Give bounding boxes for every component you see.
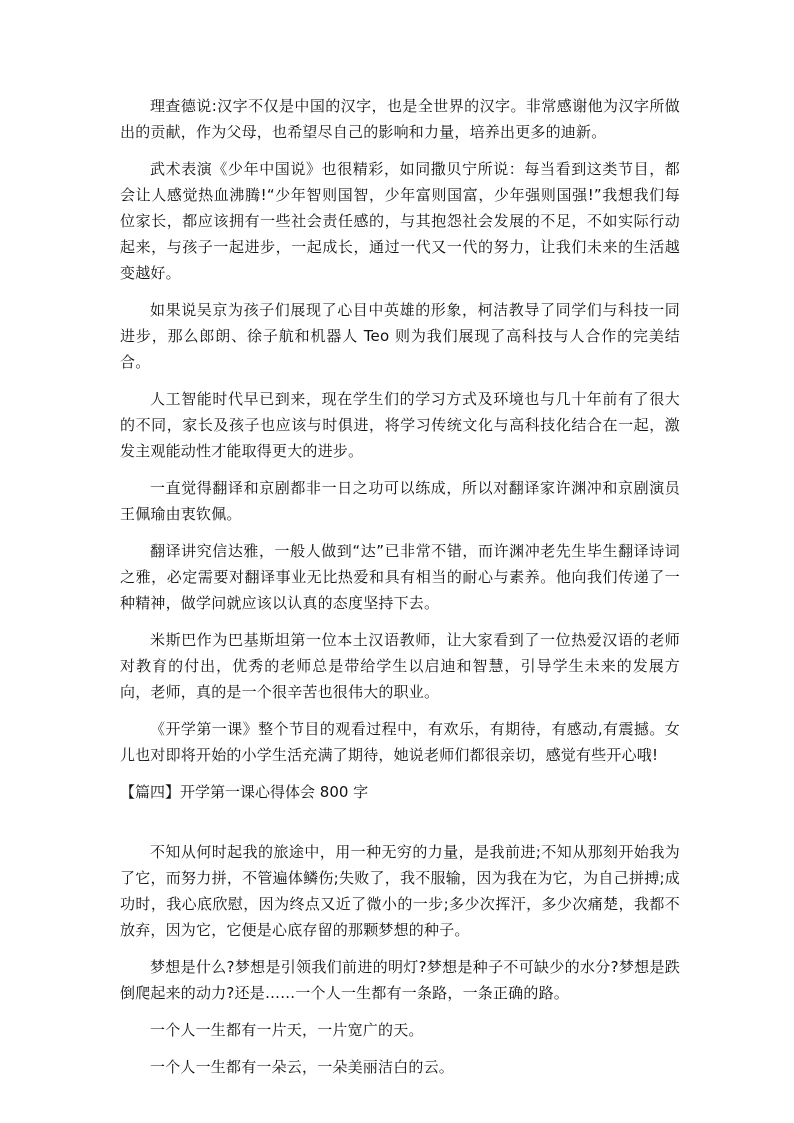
paragraph: 一个人一生都有一朵云，一朵美丽洁白的云。 (150, 1058, 455, 1076)
spacer (120, 805, 680, 839)
paragraph: 一直觉得翻译和京剧都非一日之功可以练成，所以对翻译家许渊冲和京剧演员王佩瑜由衷钦佩。 (120, 479, 680, 523)
paragraph: 武术表演《少年中国说》也很精彩，如同撒贝宁所说：每当看到这类节目，都会让人感觉热血沸腾!“少年智则国智，少年富则国富，少年强则国强!”我想我们每位家长，都应该拥有一些社会责任感的，与其抱怨社会发展的不足，不如实际行动起来，与孩子一起进步，一起成长，通过一代又一代的努力，让我们未来的生活越变越好。 (120, 160, 680, 282)
paragraph: 梦想是什么?梦想是引领我们前进的明灯?梦想是种子不可缺少的水分?梦想是跌倒爬起来的动力?还是……一个人一生都有一条路，一条正确的路。 (120, 958, 680, 1002)
paragraph: 理查德说:汉字不仅是中国的汉字，也是全世界的汉字。非常感谢他为汉字所做出的贡献，作为父母，也希望尽自己的影响和力量，培养出更多的迪新。 (120, 97, 680, 141)
section-heading: 【篇四】开学第一课心得体会 800 字 (120, 783, 369, 801)
paragraph: 《开学第一课》整个节目的观看过程中，有欢乐，有期待，有感动,有震撼。女儿也对即将开始的小学生活充满了期待，她说老师们都很亲切，感觉有些开心哦! (120, 720, 680, 764)
document-body (120, 93, 680, 1091)
paragraph: 一个人一生都有一片天，一片宽广的天。 (150, 1021, 424, 1039)
paragraph: 人工智能时代早已到来，现在学生们的学习方式及环境也与几十年前有了很大的不同，家长及孩子也应该与时俱进，将学习传统文化与高科技化结合在一起，激发主观能动性才能取得更大的进步。 (120, 390, 680, 460)
paragraph: 翻译讲究信达雅，一般人做到“达”已非常不错，而许渊冲老先生毕生翻译诗词之雅，必定需要对翻译事业无比热爱和具有相当的耐心与素养。他向我们传递了一种精神，做学问就应该以认真的态度坚持下去。 (120, 542, 680, 612)
paragraph: 米斯巴作为巴基斯坦第一位本土汉语教师，让大家看到了一位热爱汉语的老师对教育的付出，优秀的老师总是带给学生以启迪和智慧，引导学生未来的发展方向，老师，真的是一个很辛苦也很伟大的职业。 (120, 631, 680, 701)
paragraph: 如果说吴京为孩子们展现了心目中英雄的形象，柯洁教导了同学们与科技一同进步，那么郎朗、徐子航和机器人 Teo 则为我们展现了高科技与人合作的完美结合。 (120, 301, 680, 371)
paragraph: 不知从何时起我的旅途中，用一种无穷的力量，是我前进;不知从那刻开始我为了它，而努力拼，不管遍体鳞伤;失败了，我不服输，因为我在为它，为自己拼搏;成功时，我心底欣慰，因为终点又近了微小的一步;多少次挥汗，多少次痛楚，我都不放弃，因为它，它便是心底存留的那颗梦想的种子。 (120, 843, 680, 939)
